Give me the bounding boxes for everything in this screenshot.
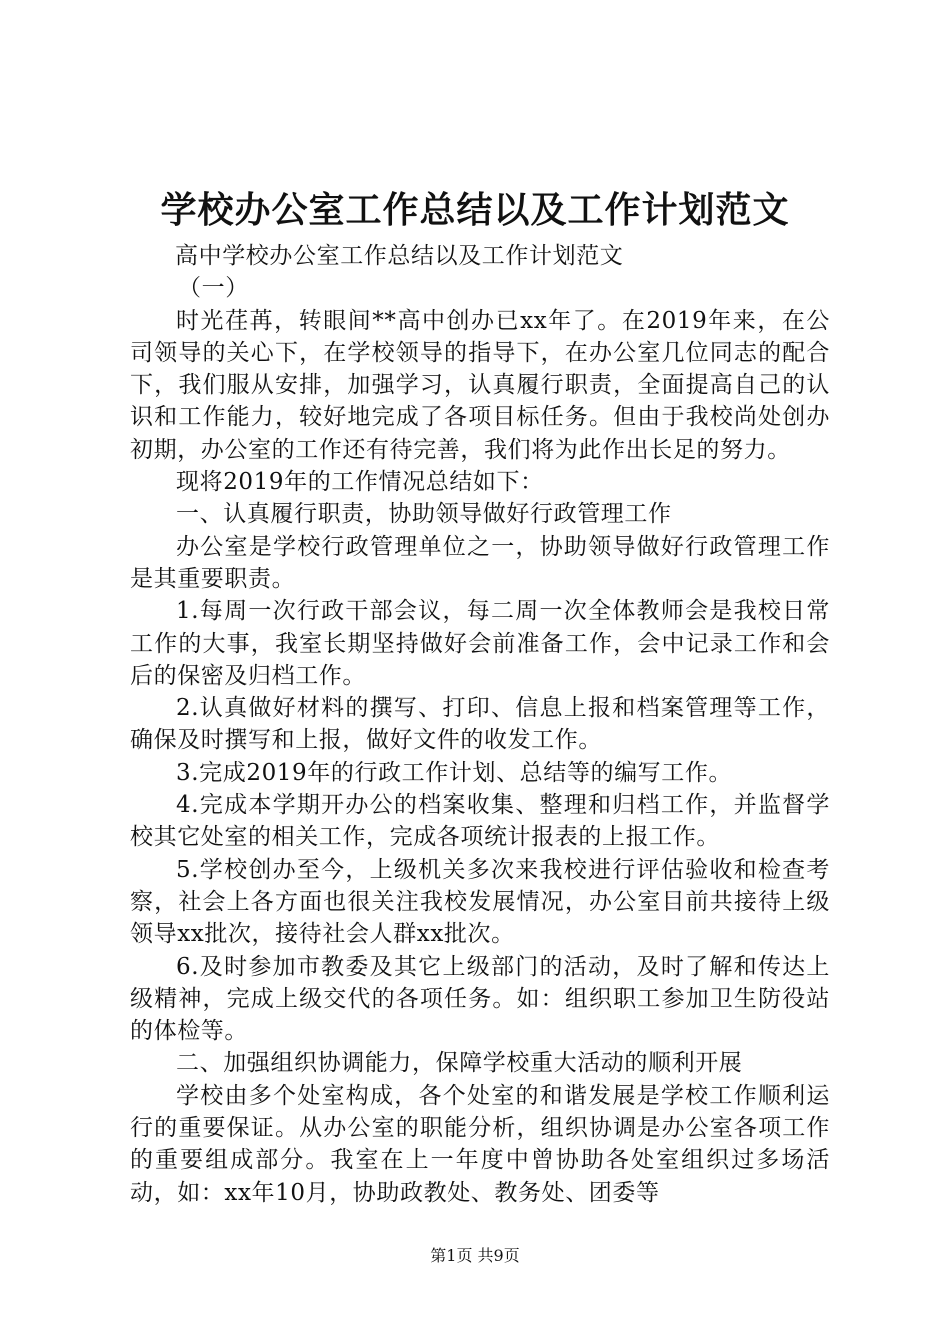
section-heading: 一、认真履行职责，协助领导做好行政管理工作 (176, 501, 672, 528)
paragraph: 学校由多个处室构成，各个处室的和谐发展是学校工作顺利运行的重要保证。从办公室的职能分析，组织协调是办公室各项工作的重要组成部分。我室在上一年度中曾协助各处室组织过多场活动，如：xx年10月，协助政教处、教务处、团委等 (130, 1082, 830, 1206)
list-item: 6.及时参加市教委及其它上级部门的活动，及时了解和传达上级精神，完成上级交代的各项任务。如：组织职工参加卫生防役站的体检等。 (130, 953, 830, 1045)
list-item: 5.学校创办至今，上级机关多次来我校进行评估验收和检查考察，社会上各方面也很关注我校发展情况，办公室目前共接待上级领导xx批次，接待社会人群xx批次。 (130, 856, 830, 948)
section-heading: 二、加强组织协调能力，保障学校重大活动的顺利开展 (176, 1050, 743, 1077)
paragraph: 时光荏苒，转眼间**高中创办已xx年了。在2019年来，在公司领导的关心下，在学校领导的指导下，在办公室几位同志的配合下，我们服从安排，加强学习，认真履行职责，全面提高自己的认识和工作能力，较好地完成了各项目标任务。但由于我校尚处创办初期，办公室的工作还有待完善，我们将为此作出长足的努力。 (130, 307, 830, 463)
page-number-footer: 第1页 共9页 (430, 1246, 520, 1265)
document-body (130, 240, 830, 1209)
list-item: 2.认真做好材料的撰写、打印、信息上报和档案管理等工作，确保及时撰写和上报，做好文件的收发工作。 (130, 695, 830, 754)
section-marker: （一） (178, 275, 249, 302)
list-item: 1.每周一次行政干部会议，每二周一次全体教师会是我校日常工作的大事，我室长期坚持做好会前准备工作，会中记录工作和会后的保密及归档工作。 (130, 598, 830, 689)
document-subtitle: 高中学校办公室工作总结以及工作计划范文 (175, 243, 624, 269)
list-item: 4.完成本学期开办公的档案收集、整理和归档工作，并监督学校其它处室的相关工作，完成各项统计报表的上报工作。 (130, 792, 830, 851)
paragraph: 现将2019年的工作情况总结如下： (176, 469, 544, 496)
list-item: 3.完成2019年的行政工作计划、总结等的编写工作。 (176, 759, 733, 786)
page-title: 学校办公室工作总结以及工作计划范文 (160, 189, 790, 231)
paragraph: 办公室是学校行政管理单位之一，协助领导做好行政管理工作是其重要职责。 (130, 533, 830, 592)
